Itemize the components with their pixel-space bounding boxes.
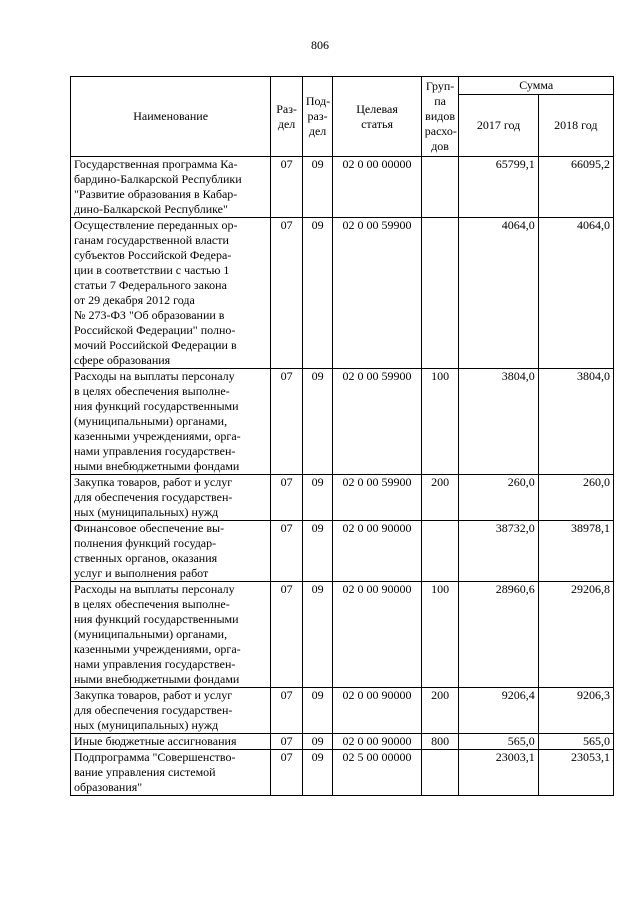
row-section: 07: [271, 369, 303, 475]
row-subsection: 09: [302, 218, 333, 369]
row-sum-2017: 38732,0: [459, 521, 538, 582]
header-subsection: Под- раз- дел: [302, 77, 333, 157]
header-expense-group: Груп- па видов расхо- дов: [421, 77, 459, 157]
table-row: [71, 475, 614, 521]
row-name: Иные бюджетные ассигнования: [71, 734, 271, 750]
row-section: 07: [271, 734, 303, 750]
row-sum-2018: 565,0: [538, 734, 613, 750]
row-sum-2017: 260,0: [459, 475, 538, 521]
header-section: Раз- дел: [271, 77, 303, 157]
row-expense-group: [421, 157, 459, 218]
row-name: Расходы на выплаты персоналу в целях обеспечения выполне- ния функций государственными (муниципальными) органами, казенными учреждениями, орга- нами управления государствен- ными внебюджетными фондами: [71, 582, 271, 688]
row-target-article: 02 0 00 90000: [333, 734, 421, 750]
row-sum-2017: 23003,1: [459, 750, 538, 796]
row-target-article: 02 0 00 59900: [333, 218, 421, 369]
table-row: [71, 734, 614, 750]
row-expense-group: 800: [421, 734, 459, 750]
row-name: Осуществление переданных ор- ганам государственной власти субъектов Российской Федера- ции в соответствии с частью 1 статьи 7 Федерального закона от 29 декабря 2012 года № 273-ФЗ "Об образовании в Российской Федерации" полно- мочий Российской Федерации в сфере образования: [71, 218, 271, 369]
row-target-article: 02 0 00 59900: [333, 369, 421, 475]
row-section: 07: [271, 688, 303, 734]
row-expense-group: 200: [421, 475, 459, 521]
row-sum-2017: 65799,1: [459, 157, 538, 218]
table-row: [71, 582, 614, 688]
page-number: 806: [311, 38, 329, 52]
table-body: [71, 157, 614, 796]
header-sum: Сумма: [459, 77, 614, 95]
row-expense-group: 200: [421, 688, 459, 734]
header-year-2017: 2017 год: [459, 95, 538, 157]
row-subsection: 09: [302, 750, 333, 796]
row-target-article: 02 0 00 00000: [333, 157, 421, 218]
row-sum-2018: 66095,2: [538, 157, 613, 218]
row-name: Подпрограмма "Совершенство- вание управления системой образования": [71, 750, 271, 796]
row-sum-2017: 565,0: [459, 734, 538, 750]
row-sum-2018: 38978,1: [538, 521, 613, 582]
row-sum-2017: 3804,0: [459, 369, 538, 475]
row-sum-2018: 9206,3: [538, 688, 613, 734]
row-sum-2017: 28960,6: [459, 582, 538, 688]
row-target-article: 02 0 00 90000: [333, 582, 421, 688]
table-row: [71, 218, 614, 369]
row-section: 07: [271, 218, 303, 369]
row-subsection: 09: [302, 157, 333, 218]
row-section: 07: [271, 157, 303, 218]
budget-table: [70, 76, 614, 796]
row-section: 07: [271, 582, 303, 688]
row-sum-2017: 9206,4: [459, 688, 538, 734]
row-sum-2018: 4064,0: [538, 218, 613, 369]
row-subsection: 09: [302, 734, 333, 750]
header-target-article: Целевая статья: [333, 77, 421, 157]
row-expense-group: [421, 521, 459, 582]
row-section: 07: [271, 521, 303, 582]
header-name: Наименование: [71, 77, 271, 157]
row-subsection: 09: [302, 521, 333, 582]
table-row: [71, 369, 614, 475]
row-name: Закупка товаров, работ и услуг для обеспечения государствен- ных (муниципальных) нужд: [71, 475, 271, 521]
row-sum-2018: 23053,1: [538, 750, 613, 796]
table-row: [71, 688, 614, 734]
row-section: 07: [271, 750, 303, 796]
row-sum-2018: 29206,8: [538, 582, 613, 688]
row-name: Закупка товаров, работ и услуг для обеспечения государствен- ных (муниципальных) нужд: [71, 688, 271, 734]
row-expense-group: [421, 750, 459, 796]
row-expense-group: 100: [421, 369, 459, 475]
row-sum-2018: 260,0: [538, 475, 613, 521]
row-name: Расходы на выплаты персоналу в целях обеспечения выполне- ния функций государственными (муниципальными) органами, казенными учреждениями, орга- нами управления государствен- ными внебюджетными фондами: [71, 369, 271, 475]
row-name: Финансовое обеспечение вы- полнения функций государ- ственных органов, оказания услуг и выполнения работ: [71, 521, 271, 582]
row-subsection: 09: [302, 475, 333, 521]
row-target-article: 02 0 00 59900: [333, 475, 421, 521]
table-row: [71, 521, 614, 582]
row-sum-2018: 3804,0: [538, 369, 613, 475]
row-subsection: 09: [302, 688, 333, 734]
row-target-article: 02 5 00 00000: [333, 750, 421, 796]
table-row: [71, 157, 614, 218]
table-header: [71, 77, 614, 157]
row-target-article: 02 0 00 90000: [333, 521, 421, 582]
row-subsection: 09: [302, 369, 333, 475]
row-expense-group: 100: [421, 582, 459, 688]
row-sum-2017: 4064,0: [459, 218, 538, 369]
row-expense-group: [421, 218, 459, 369]
row-section: 07: [271, 475, 303, 521]
row-target-article: 02 0 00 90000: [333, 688, 421, 734]
header-year-2018: 2018 год: [538, 95, 613, 157]
table-row: [71, 750, 614, 796]
row-subsection: 09: [302, 582, 333, 688]
row-name: Государственная программа Ка- бардино-Балкарской Республики "Развитие образования в Кабар- дино-Балкарской Республике": [71, 157, 271, 218]
